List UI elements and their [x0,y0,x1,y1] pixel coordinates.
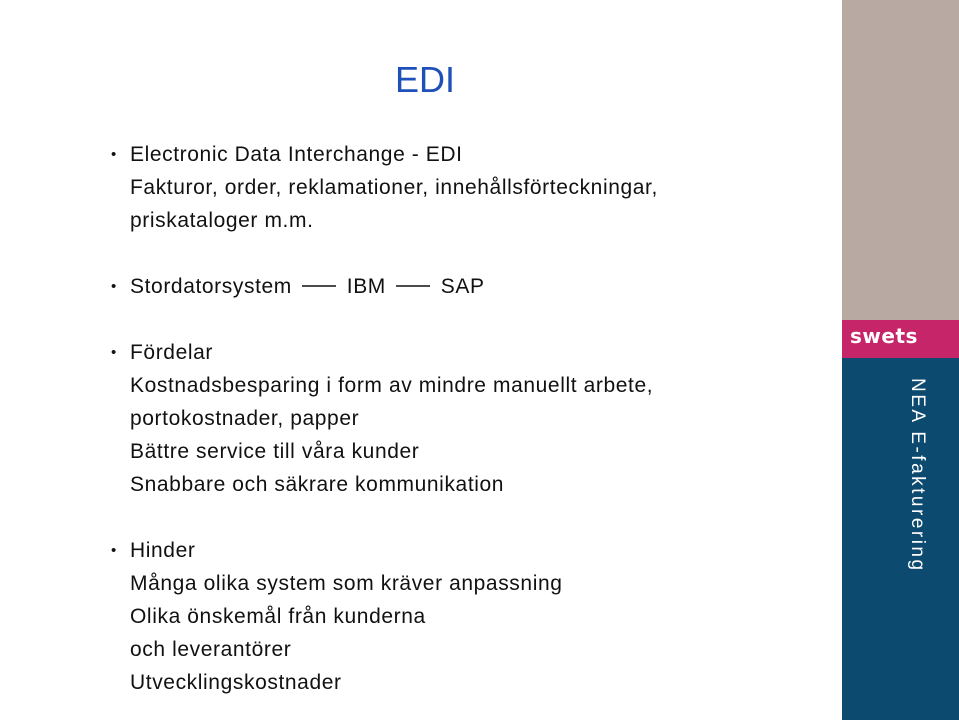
bullet-text: Kostnadsbesparing i form av mindre manuellt arbete, [130,374,654,397]
bullet-heading: Hinder [130,539,196,562]
bullet-marker: • [111,146,117,163]
system-sap: SAP [440,275,485,298]
systems-line [130,270,828,303]
bullet-heading: Fördelar [130,341,213,364]
bullet-heading: Electronic Data Interchange - EDI [130,143,463,166]
sidebar-top-panel [842,0,959,320]
system-stordator: Stordatorsystem [130,275,292,298]
bullet-hinder [108,534,828,699]
sidebar-bottom-panel [842,358,959,720]
slide-content [108,138,828,699]
bullet-text: Fakturor, order, reklamationer, innehållsförteckningar, [130,176,658,199]
bullet-marker: • [111,278,117,295]
bullet-text: portokostnader, papper [130,407,360,430]
bullet-text: Bättre service till våra kunder [130,440,420,463]
dash-icon [392,284,434,288]
bullet-fordelar [108,336,828,501]
bullet-text: Utvecklingskostnader [130,671,342,694]
bullet-marker: • [111,344,117,361]
bullet-marker: • [111,542,117,559]
bullet-systems [108,270,828,303]
swets-logo [842,320,959,358]
bullet-text: Olika önskemål från kunderna [130,605,426,628]
slide-title: EDI [395,59,456,100]
bullet-text: Många olika system som kräver anpassning [130,572,563,595]
bullet-text: Snabbare och säkrare kommunikation [130,473,505,496]
vertical-caption: NEA E-fakturering [907,378,928,573]
logo-text: swets [850,324,918,348]
system-ibm: IBM [346,275,386,298]
bullet-text: priskataloger m.m. [130,209,314,232]
dash-icon [298,284,340,288]
bullet-edi [108,138,828,237]
bullet-text: och leverantörer [130,638,292,661]
